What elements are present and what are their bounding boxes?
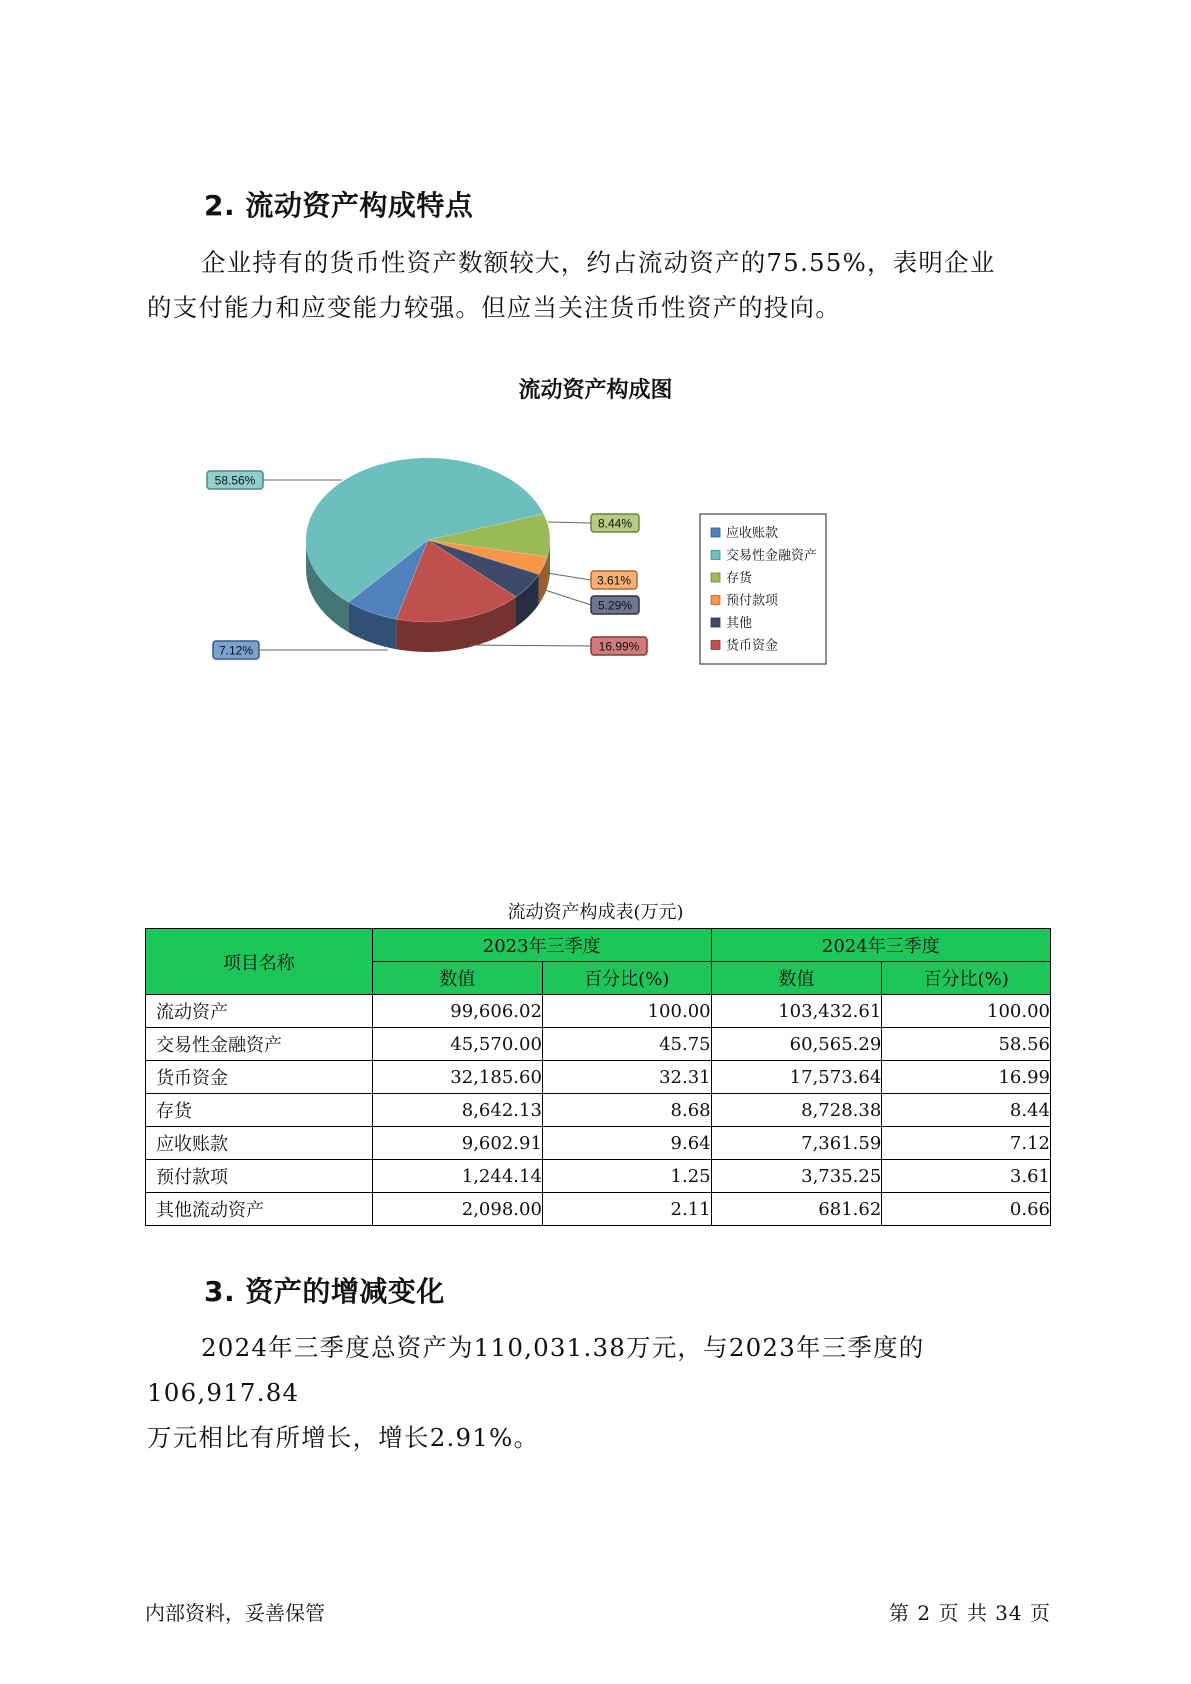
row-value-2024: 7,361.59 [711, 1127, 882, 1160]
row-value-2024: 17,573.64 [711, 1061, 882, 1094]
legend-item: 交易性金融资产 [726, 548, 818, 564]
row-name: 应收账款 [146, 1127, 373, 1160]
row-value-2023: 9,602.91 [372, 1127, 542, 1160]
table-row [146, 1193, 1051, 1226]
row-value-2024: 3,735.25 [711, 1160, 882, 1193]
row-value-2024: 60,565.29 [711, 1028, 882, 1061]
paragraph-line: 企业持有的货币性资产数额较大，约占流动资产的75.55%，表明企业 [201, 248, 996, 277]
header-pct-2023: 百分比(%) [542, 962, 711, 995]
legend-item: 预付款项 [726, 593, 779, 609]
table-row [146, 1094, 1051, 1127]
header-value-2024: 数值 [711, 962, 882, 995]
paragraph-line: 万元相比有所增长，增长2.91%。 [147, 1423, 540, 1452]
row-value-2023: 2,098.00 [372, 1193, 542, 1226]
row-pct-2024: 58.56 [882, 1028, 1051, 1061]
header-period-2024: 2024年三季度 [711, 929, 1050, 962]
legend-swatch [711, 528, 720, 537]
data-label: 7.12% [218, 643, 254, 658]
table-row [146, 1127, 1051, 1160]
row-value-2024: 103,432.61 [711, 995, 882, 1028]
chart-title: 流动资产构成图 [518, 378, 673, 403]
row-pct-2024: 3.61 [882, 1160, 1051, 1193]
row-pct-2024: 0.66 [882, 1193, 1051, 1226]
row-pct-2023: 9.64 [542, 1127, 711, 1160]
header-value-2023: 数值 [372, 962, 542, 995]
callout-line [548, 522, 591, 523]
data-label: 5.29% [597, 598, 633, 613]
callout-line [547, 573, 591, 580]
row-name: 存货 [146, 1094, 373, 1127]
row-pct-2023: 100.00 [542, 995, 711, 1028]
row-pct-2023: 32.31 [542, 1061, 711, 1094]
legend-swatch [711, 618, 720, 627]
table-row [146, 1160, 1051, 1193]
header-item-name: 项目名称 [146, 929, 373, 995]
row-pct-2023: 45.75 [542, 1028, 711, 1061]
row-pct-2024: 100.00 [882, 995, 1051, 1028]
legend-swatch [711, 596, 720, 605]
legend-swatch [711, 573, 720, 582]
data-label: 16.99% [598, 639, 640, 654]
section-heading-3: 3. 资产的增减变化 [204, 1275, 445, 1308]
table-caption: 流动资产构成表(万元) [507, 902, 684, 923]
footer-page-number: 第 2 页 共 34 页 [889, 1601, 1051, 1625]
current-assets-table [145, 928, 1051, 1226]
row-pct-2023: 8.68 [542, 1094, 711, 1127]
row-name: 其他流动资产 [146, 1193, 373, 1226]
legend-swatch [711, 551, 720, 560]
table-row [146, 1061, 1051, 1094]
legend-item: 货币资金 [726, 638, 779, 654]
section-3-paragraph [147, 1325, 1047, 1460]
row-pct-2023: 1.25 [542, 1160, 711, 1193]
legend-swatch [711, 641, 720, 650]
header-period-2023: 2023年三季度 [372, 929, 711, 962]
row-value-2024: 8,728.38 [711, 1094, 882, 1127]
section-heading-2: 2. 流动资产构成特点 [204, 189, 474, 222]
callout-line [470, 645, 591, 646]
row-value-2024: 681.62 [711, 1193, 882, 1226]
legend-item: 存货 [726, 571, 753, 586]
row-value-2023: 8,642.13 [372, 1094, 542, 1127]
data-label: 3.61% [596, 573, 632, 588]
row-pct-2024: 8.44 [882, 1094, 1051, 1127]
callout-line [545, 590, 591, 605]
footer-confidential-note: 内部资料，妥善保管 [145, 1601, 325, 1625]
table-row [146, 995, 1051, 1028]
header-pct-2024: 百分比(%) [882, 962, 1051, 995]
data-label: 58.56% [214, 473, 256, 488]
row-name: 交易性金融资产 [146, 1028, 373, 1061]
row-name: 货币资金 [146, 1061, 373, 1094]
table-row [146, 1028, 1051, 1061]
row-name: 预付款项 [146, 1160, 373, 1193]
data-label: 8.44% [597, 516, 633, 531]
legend-item: 应收账款 [726, 526, 779, 541]
row-name: 流动资产 [146, 995, 373, 1028]
row-value-2023: 32,185.60 [372, 1061, 542, 1094]
legend-item: 其他 [726, 616, 753, 631]
row-value-2023: 45,570.00 [372, 1028, 542, 1061]
row-pct-2024: 16.99 [882, 1061, 1051, 1094]
paragraph-line: 2024年三季度总资产为110,031.38万元，与2023年三季度的106,917.84 [147, 1333, 925, 1407]
row-value-2023: 1,244.14 [372, 1160, 542, 1193]
pie-chart [0, 0, 1191, 760]
row-value-2023: 99,606.02 [372, 995, 542, 1028]
paragraph-line: 的支付能力和应变能力较强。但应当关注货币性资产的投向。 [147, 293, 841, 322]
row-pct-2024: 7.12 [882, 1127, 1051, 1160]
row-pct-2023: 2.11 [542, 1193, 711, 1226]
